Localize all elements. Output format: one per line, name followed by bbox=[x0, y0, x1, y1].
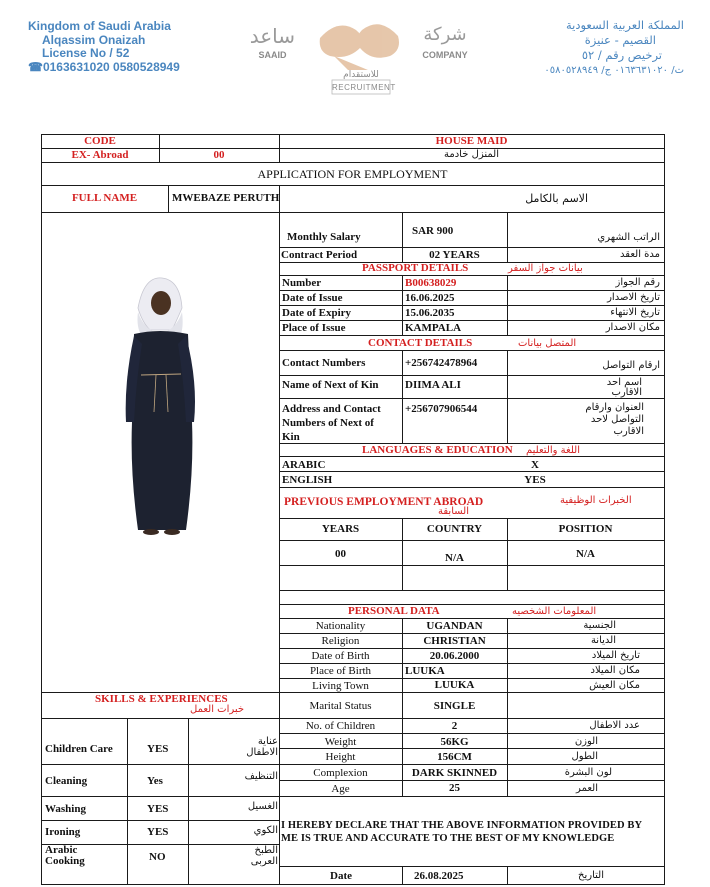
employment-years: 00 bbox=[335, 548, 346, 560]
passport-issue-value: 16.06.2025 bbox=[405, 292, 455, 304]
skill-row-value: YES bbox=[147, 826, 169, 838]
exabroad-label: EX- Abroad bbox=[71, 149, 129, 161]
salary-ar: الراتب الشهري bbox=[597, 232, 660, 243]
personal-row-ar: الجنسية bbox=[583, 620, 616, 631]
contract-value: 02 YEARS bbox=[429, 249, 480, 261]
personal-row-value: CHRISTIAN bbox=[423, 635, 486, 647]
contract-ar: مدة العقد bbox=[620, 249, 660, 260]
employment-title-en: PREVIOUS EMPLOYMENT ABROAD bbox=[284, 496, 484, 508]
language-row-value: YES bbox=[524, 474, 546, 486]
personal-row-value: 156CM bbox=[437, 751, 472, 763]
contact-numbers-label: Contact Numbers bbox=[282, 357, 366, 369]
language-row-value: X bbox=[531, 459, 539, 471]
personal-row-value: LUUKA bbox=[405, 665, 445, 677]
passport-issue-label: Date of Issue bbox=[282, 292, 343, 304]
personal-row-ar: تاريخ الميلاد bbox=[591, 650, 640, 661]
passport-number-ar: رقم الجواز bbox=[615, 277, 660, 288]
employment-col-country: COUNTRY bbox=[426, 523, 483, 535]
kin-value: DIIMA ALI bbox=[405, 379, 461, 391]
employment-title-ar-1: الخبرات الوظيفية bbox=[560, 495, 632, 506]
skill-row-label: Cooking bbox=[45, 855, 85, 867]
addr-ar-2: التواصل لاحد bbox=[590, 414, 644, 425]
header-en-country: Kingdom of Saudi Arabia bbox=[28, 19, 171, 33]
logo-bottom-ar: للاستقدام bbox=[343, 70, 379, 80]
personal-row-ar: مكان الميلاد bbox=[590, 665, 640, 676]
personal-row-value: LUUKA bbox=[434, 679, 475, 691]
contact-numbers-value: +256742478964 bbox=[405, 357, 478, 369]
personal-row-label: Place of Birth bbox=[309, 665, 372, 677]
company-logo bbox=[248, 8, 473, 98]
skill-row-ar: الاطفال bbox=[246, 747, 278, 758]
employment-position: N/A bbox=[576, 548, 595, 560]
logo-right-en: COMPANY bbox=[422, 50, 468, 60]
header-ar-country: المملكة العربية السعودية bbox=[566, 18, 684, 32]
personal-title-ar: المعلومات الشخصيه bbox=[512, 606, 597, 617]
personal-row-value: 25 bbox=[449, 782, 460, 794]
fullname-value: MWEBAZE PERUTH bbox=[172, 192, 280, 204]
personal-row-label: Weight bbox=[324, 736, 357, 748]
personal-row-label: Age bbox=[331, 783, 350, 795]
personal-row-ar: لون البشرة bbox=[564, 767, 612, 778]
date-ar: التاريخ bbox=[578, 870, 604, 881]
passport-expiry-label: Date of Expiry bbox=[282, 307, 352, 319]
skill-row-ar: التنظيف bbox=[244, 771, 278, 782]
logo-left-ar: ساعد bbox=[249, 24, 295, 48]
languages-title-ar: اللغة والتعليم bbox=[526, 445, 580, 456]
passport-number-label: Number bbox=[282, 277, 322, 289]
skills-title-en: SKILLS & EXPERIENCES bbox=[95, 693, 228, 705]
skill-row-ar: العربى bbox=[250, 856, 278, 867]
skill-row-label: Ironing bbox=[45, 826, 81, 838]
person-figure-icon bbox=[110, 272, 210, 537]
logo-right-ar: شركة bbox=[423, 24, 467, 45]
personal-row-label: Height bbox=[325, 751, 356, 763]
exabroad-value: 00 bbox=[213, 149, 225, 161]
personal-row-ar: الديانة bbox=[590, 635, 616, 646]
header-ar-block bbox=[470, 18, 684, 78]
position-ar: المنزل خادمة bbox=[444, 149, 499, 160]
contract-label: Contract Period bbox=[281, 249, 358, 261]
skill-row-value: YES bbox=[147, 743, 169, 755]
personal-row-ar: الوزن bbox=[574, 736, 598, 747]
logo-bottom-en: RECRUITMENT bbox=[332, 83, 396, 92]
skill-row-ar: الطبخ bbox=[254, 845, 278, 856]
personal-row-label: Complexion bbox=[313, 767, 368, 779]
personal-row-ar: عدد الاطفال bbox=[589, 720, 640, 731]
employment-col-years: YEARS bbox=[321, 523, 360, 535]
skill-row-value: YES bbox=[147, 803, 169, 815]
passport-issue-ar: تاريخ الاصدار bbox=[607, 292, 660, 303]
code-label: CODE bbox=[84, 135, 116, 147]
header-ar-license: ترخيص رقم / ٥٢ bbox=[581, 48, 662, 62]
passport-number-value: B00638029 bbox=[405, 277, 457, 289]
skill-row-label: Washing bbox=[45, 803, 86, 815]
employment-col-position: POSITION bbox=[558, 523, 613, 535]
languages-title-en: LANGUAGES & EDUCATION bbox=[362, 444, 513, 456]
skill-row-ar: الكوي bbox=[253, 825, 278, 836]
personal-row-ar: العمر bbox=[576, 783, 598, 794]
personal-row-value: DARK SKINNED bbox=[411, 767, 498, 779]
personal-row-value: 56KG bbox=[440, 736, 469, 748]
personal-row-value: 2 bbox=[451, 720, 458, 732]
header-en-phones bbox=[28, 61, 228, 75]
personal-row-value: SINGLE bbox=[433, 700, 476, 712]
language-row: ENGLISH bbox=[282, 474, 333, 486]
personal-row-label: Nationality bbox=[315, 620, 366, 632]
applicant-photo bbox=[110, 272, 210, 537]
header-en-phones-text: 0163631020 0580528949 bbox=[42, 59, 180, 74]
personal-row-value: UGANDAN bbox=[426, 620, 483, 632]
personal-row-ar: الطول bbox=[571, 751, 598, 762]
date-value: 26.08.2025 bbox=[414, 870, 464, 882]
skill-row-label: Arabic bbox=[45, 844, 78, 856]
addr-label-3: Kin bbox=[282, 431, 300, 443]
skill-row-label: Cleaning bbox=[45, 775, 88, 787]
date-label: Date bbox=[330, 870, 352, 882]
personal-row-label: Date of Birth bbox=[311, 650, 370, 662]
addr-value: +256707906544 bbox=[405, 403, 478, 415]
passport-place-ar: مكان الاصدار bbox=[605, 322, 660, 333]
phone-icon: ☎ bbox=[28, 59, 43, 74]
header-en-block bbox=[28, 20, 228, 74]
passport-title-ar: بيانات جواز السفر bbox=[508, 263, 583, 274]
addr-label-2: Numbers of Next of bbox=[282, 417, 374, 429]
personal-title-en: PERSONAL DATA bbox=[348, 605, 440, 617]
skill-row-ar: عناية bbox=[257, 736, 278, 747]
skills-title-ar: خبرات العمل bbox=[190, 704, 245, 715]
position-en: HOUSE MAID bbox=[435, 135, 508, 147]
personal-row-ar: مكان العيش bbox=[589, 680, 640, 691]
contact-title-en: CONTACT DETAILS bbox=[368, 337, 473, 349]
kin-label: Name of Next of Kin bbox=[282, 379, 379, 391]
salary-value: SAR 900 bbox=[412, 225, 454, 237]
personal-row-label: Living Town bbox=[312, 680, 369, 692]
addr-ar-3: الاقارب bbox=[613, 426, 644, 437]
fullname-label: FULL NAME bbox=[71, 192, 138, 204]
passport-expiry-value: 15.06.2035 bbox=[405, 307, 455, 319]
addr-ar-1: العنوان وارقام bbox=[585, 402, 644, 413]
passport-place-label: Place of Issue bbox=[282, 322, 346, 334]
kin-ar-2: الاقارب bbox=[611, 387, 642, 398]
logo-left-en: SAAID bbox=[258, 50, 287, 60]
employment-country: N/A bbox=[445, 552, 464, 564]
personal-row-label: Religion bbox=[321, 635, 360, 647]
kin-ar-1: اسم احد bbox=[606, 377, 642, 388]
header-en-city: Alqassim Onaizah bbox=[42, 32, 146, 47]
skill-row-value: Yes bbox=[147, 775, 163, 787]
skill-row-label: Children Care bbox=[45, 743, 113, 755]
salary-label: Monthly Salary bbox=[287, 231, 361, 243]
contact-numbers-ar: ارقام التواصل bbox=[602, 360, 660, 371]
skill-row-ar: الغسيل bbox=[247, 801, 278, 812]
declaration-line-2: ME IS TRUE AND ACCURATE TO THE BEST OF MY KNOWLEDGE bbox=[281, 833, 615, 844]
personal-row-value: 20.06.2000 bbox=[429, 650, 480, 662]
language-row: ARABIC bbox=[282, 459, 326, 471]
personal-row-label: Marital Status bbox=[309, 700, 372, 712]
contact-title-ar: المتصل بيانات bbox=[518, 338, 577, 349]
fullname-ar: الاسم بالكامل bbox=[525, 192, 588, 205]
passport-expiry-ar: تاريخ الانتهاء bbox=[610, 307, 660, 318]
personal-row-label: No. of Children bbox=[305, 720, 376, 732]
header-en-license: License No / 52 bbox=[42, 46, 130, 60]
addr-label-1: Address and Contact bbox=[282, 403, 381, 415]
header-ar-phones: ت/ ٠١٦٣٦٣١٠٢٠ ج/ ٠٥٨٠٥٢٨٩٤٩ bbox=[544, 65, 684, 76]
form-title: APPLICATION FOR EMPLOYMENT bbox=[257, 167, 448, 181]
passport-title-en: PASSPORT DETAILS bbox=[362, 262, 469, 274]
skill-row-value: NO bbox=[149, 851, 166, 863]
declaration-line-1: I HEREBY DECLARE THAT THE ABOVE INFORMATION PROVIDED BY bbox=[281, 820, 643, 831]
passport-place-value: KAMPALA bbox=[405, 322, 462, 334]
header-ar-city: القصيم - عنيزة bbox=[584, 33, 656, 47]
employment-title-ar-2: السابقة bbox=[438, 506, 469, 517]
